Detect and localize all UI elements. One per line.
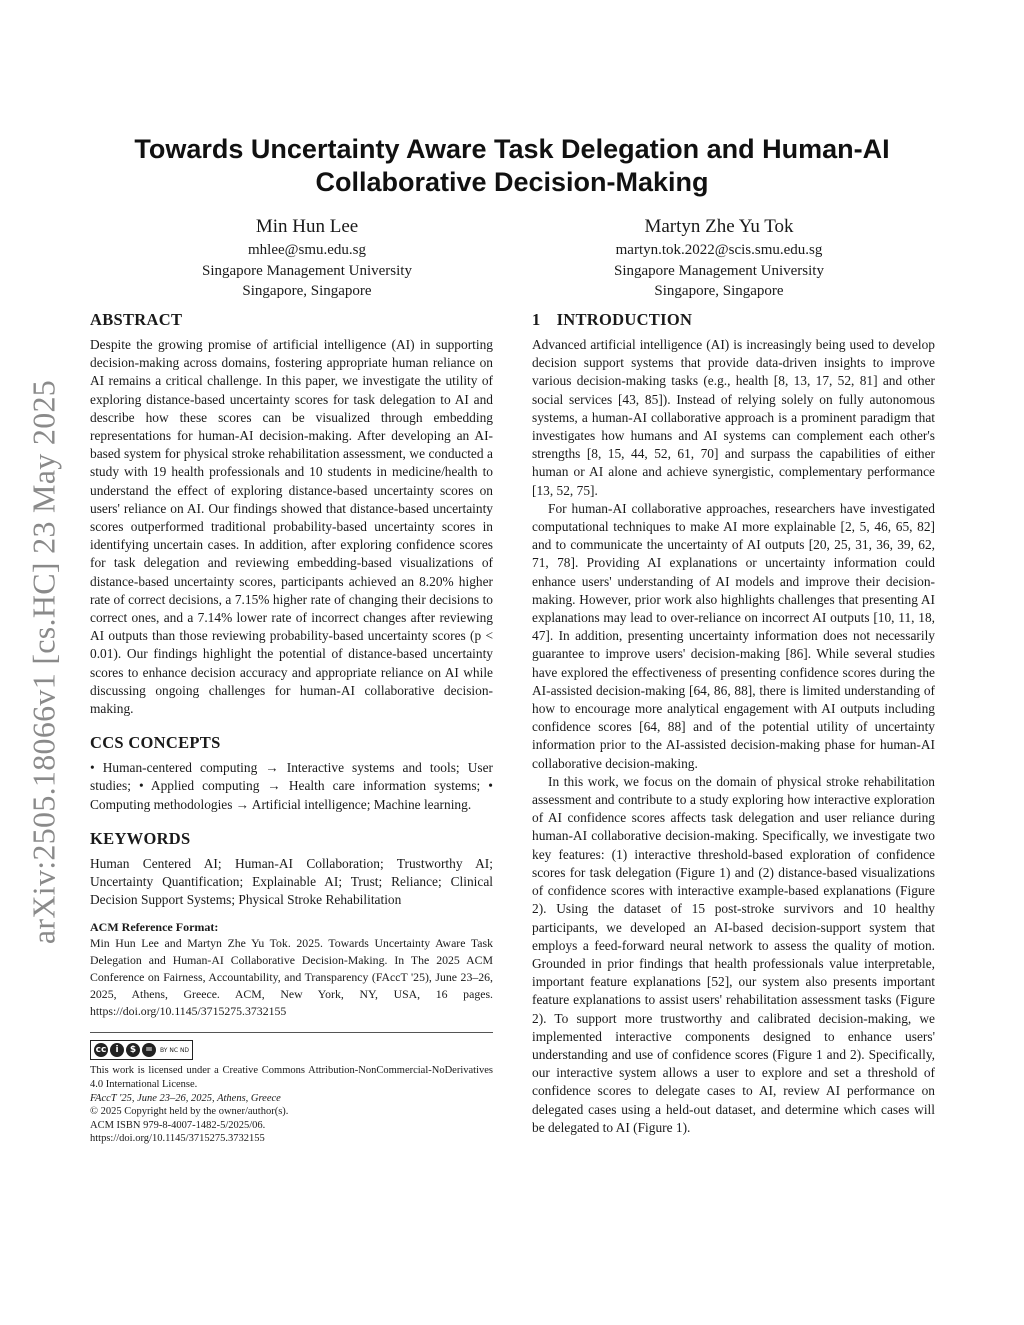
paper-title: Towards Uncertainty Aware Task Delegation and Human-AI Collaborative Decision-Making [134, 134, 890, 197]
intro-paragraph: Advanced artificial intelligence (AI) is increasingly being used to develop decision support systems that provide data-driven insights to improve various decision-making tasks (e.g., health [8, 13, 17, 52, 81] and other social services [43, 85]). Instead of relying solely on fully autonomous systems, a human-AI collaborative approach is a prominent paradigm that investigates how humans and AI systems can complement each other's strengths [8, 15, 44, 52, 61, 70] and surpass the capabilities of either human or AI alone and achieve synergistic, complementary performance [13, 52, 75]. [532, 337, 935, 498]
author-name: Min Hun Lee [255, 216, 359, 237]
license-block [90, 1064, 493, 1146]
section-number: 1 [532, 310, 541, 329]
footer-rule [90, 1032, 493, 1033]
license-text: This work is licensed under a Creative Commons Attribution-NonCommercial-NoDerivatives 4.0 International License. [90, 1065, 493, 1091]
author-location: Singapore, Singapore [654, 283, 784, 299]
author-location: Singapore, Singapore [242, 283, 372, 299]
author-block [137, 215, 477, 302]
author-block [549, 215, 889, 302]
author-name: Martyn Zhe Yu Tok [644, 216, 794, 237]
intro-paragraph: For human-AI collaborative approaches, researchers have investigated computational techniques to make AI more explainable [2, 5, 46, 65, 82] and to communicate the uncertainty of AI outputs [20, 25, 31, 36, 39, 62, 71, 78]. Providing AI explanations or uncertainty information could enhance users' understanding of AI models and improve their decision-making. However, prior work also highlights challenges that presenting AI explanations may lead to over-reliance on incorrect AI outputs [10, 11, 18, 47]. In addition, presenting uncertainty information does not necessarily guarantee to improve users' decision-making [86]. While several studies have explored the effectiveness of presenting confidence scores during the AI-assisted decision-making [64, 86, 88], there is limited understanding of how to encourage more analytical engagement with AI outputs including confidence scores [64, 88] and of the potential utility of uncertainty information prior to the AI-assisted decision-making phase for human-AI collaborative decision-making. [532, 500, 935, 771]
keywords-heading: KEYWORDS [90, 828, 191, 848]
abstract-heading: ABSTRACT [90, 310, 183, 329]
copyright-line: © 2025 Copyright held by the owner/author(s). [90, 1106, 289, 1118]
nc-icon: $ [126, 1043, 140, 1057]
isbn-line: ACM ISBN 979-8-4007-1482-5/2025/06. [90, 1119, 266, 1131]
acm-reference-text: Min Hun Lee and Martyn Zhe Yu Tok. 2025. Towards Uncertainty Aware Task Delegation and Human-AI Collaborative Decision-Making. In The 2025 ACM Conference on Fairness, Accountability, and Transparency (FAccT '25), June 23–26, 2025, Athens, Greece. ACM, New York, NY, USA, 16 pages. https://doi.org/10.1145/3715275.3732155 [90, 936, 493, 1019]
author-affiliation: Singapore Management University [614, 262, 824, 279]
creative-commons-badge [90, 1040, 193, 1060]
cc-icon: cc [95, 1045, 107, 1056]
by-icon: i [110, 1043, 124, 1057]
left-column [90, 310, 493, 1146]
author-email: mhlee@smu.edu.sg [248, 242, 366, 258]
section-title: INTRODUCTION [556, 310, 693, 329]
doi-line: https://doi.org/10.1145/3715275.3732155 [90, 1133, 265, 1145]
intro-paragraph: In this work, we focus on the domain of physical stroke rehabilitation assessment and contribute to a study exploring how interactive exploration of AI confidence scores affects task delegation and user reliance during human-AI collaborative decision-making. Specifically, we investigate two key features: (1) interactive threshold-based exploration of confidence scores for task delegation (Figure 1) and (2) distance-based visualizations of confidence scores with interactive example-based explanations (Figure 2). Using the dataset of 15 post-stroke survivors and 10 healthy participants, we developed an AI-based decision-support system that employs a feed-forward neural network to assess the quality of motion. Grounded in prior findings that health professionals value interpretable, important feature explanations [52], our system also presents important feature explanations to assist users' rehabilitation assessment tasks (Figure 2). To support more trustworthy and calibrated decision-making, we implemented interactive components designed to enhance users' understanding and use of confidence scores (Figure 1 and 2). Specifically, our interactive system allows a user to explore and set a threshold of confidence scores to delegate cases to AI, review AI performance on delegated cases using a held-out dataset, and determine which cases will be delegated to AI (Figure 1). [532, 773, 935, 1135]
right-column [532, 310, 935, 1137]
introduction-heading [532, 310, 935, 330]
keywords-text: Human Centered AI; Human-AI Collaboration; Trustworthy AI; Uncertainty Quantification; Explainable AI; Trust; Reliance; Clinical Decision Support Systems; Physical Stroke Rehabilitation [90, 855, 493, 908]
author-affiliation: Singapore Management University [202, 262, 412, 279]
license-tags: BY NC ND [160, 1046, 190, 1054]
ccs-text: • Human-centered computing → Interactive systems and tools; User studies; • Applied computing → Health care information systems; • Computing methodologies → Artificial intelligence; Machine learning. [90, 760, 493, 812]
conference-line: FAccT '25, June 23–26, 2025, Athens, Greece [90, 1092, 281, 1104]
ccs-heading: CCS CONCEPTS [90, 733, 221, 753]
abstract-text: Despite the growing promise of artificial intelligence (AI) in supporting decision-making across domains, fostering appropriate human reliance on AI remains a critical challenge. In this paper, we investigate the utility of exploring distance-based uncertainty scores for task delegation to AI and describe how these scores can be visualized through embedding representations for human-AI decision-making. After developing an AI-based system for physical stroke rehabilitation assessment, we conducted a study with 19 health professionals and 10 students in medicine/health to understand the effect of exploring distance-based uncertainty scores on users' reliance on AI. Our findings showed that distance-based uncertainty scores outperformed traditional probability-based uncertainty scores in identifying uncertain cases. In addition, after exploring confidence scores for task delegation and reviewing embedding-based visualizations of distance-based uncertainty scores, participants achieved an 8.20% higher rate of correct decisions, a 7.15% higher rate of changing their decisions to correct ones, and a 7.14% lower rate of incorrect changes after reviewing AI outputs than those reviewing probability-based uncertainty scores (p < 0.01). Our findings highlight the potential of distance-based uncertainty scores to enhance decision accuracy and appropriate reliance on AI while discussing ongoing challenges for human-AI collaborative decision-making. [90, 337, 493, 717]
nd-icon: = [142, 1043, 156, 1057]
acm-reference-heading: ACM Reference Format: [90, 920, 219, 935]
arxiv-identifier: arXiv:2505.18066v1 [cs.HC] 23 May 2025 [25, 379, 62, 945]
author-email: martyn.tok.2022@scis.smu.edu.sg [615, 242, 823, 258]
